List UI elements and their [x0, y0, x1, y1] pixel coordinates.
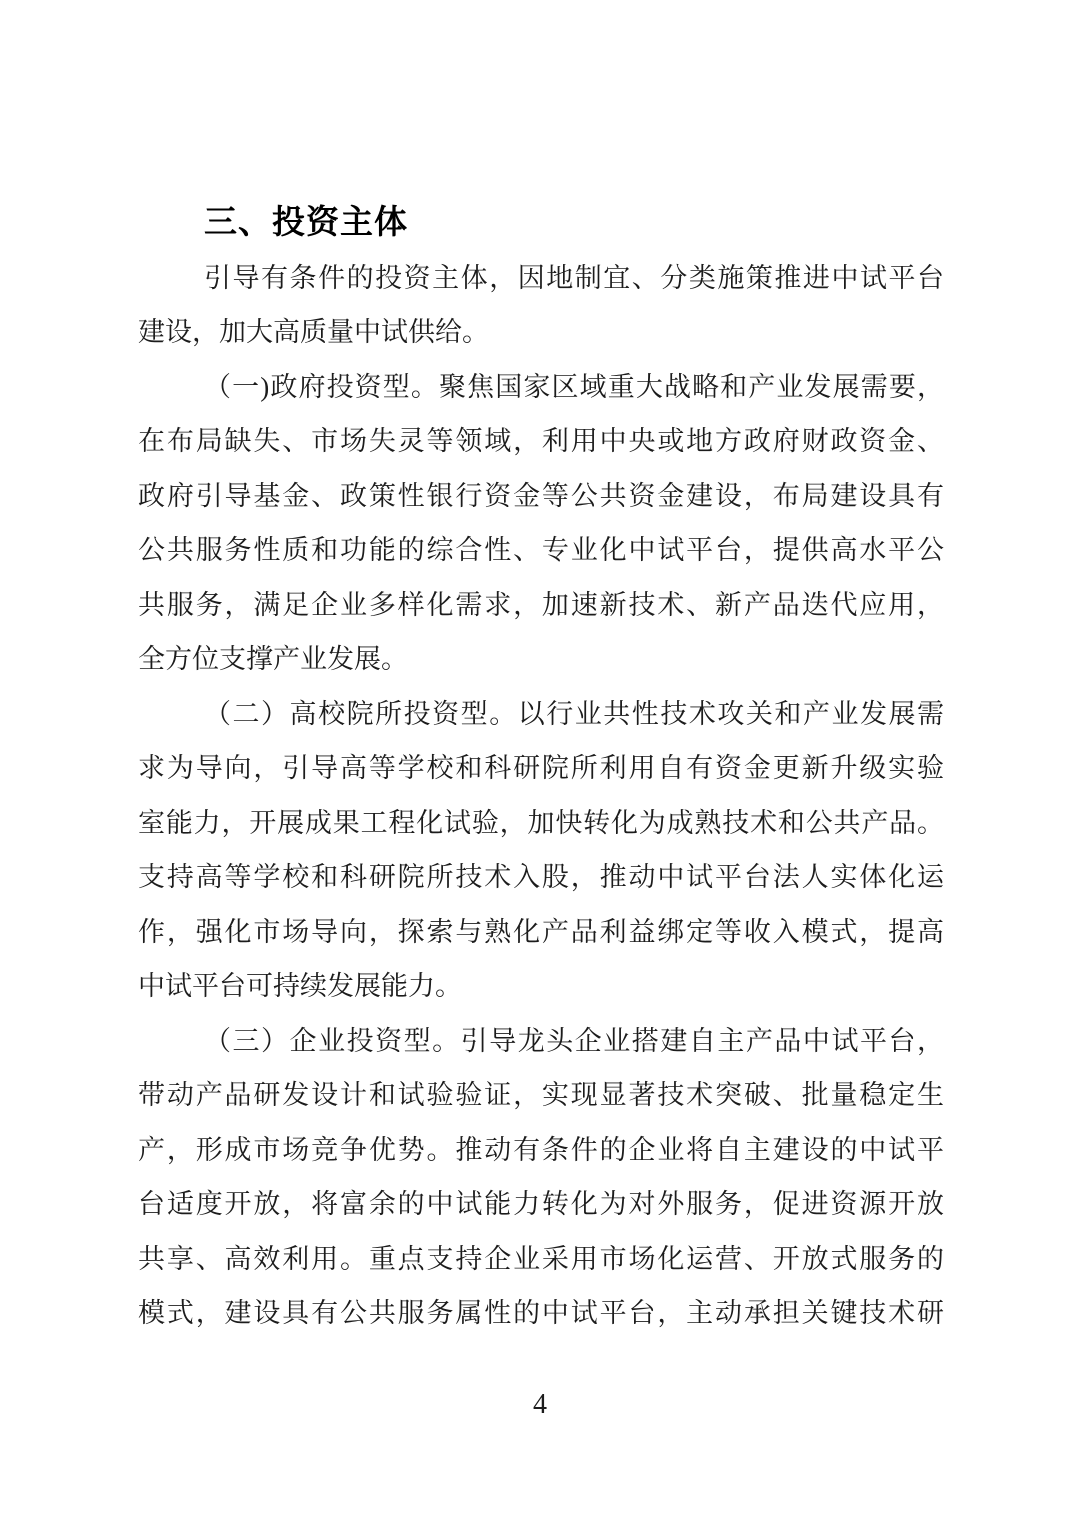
text-line: 求为导向，引导高等学校和科研院所利用自有资金更新升级实验 — [138, 753, 944, 783]
text-line: 共服务，满足企业多样化需求，加速新技术、新产品迭代应用， — [138, 589, 944, 620]
text-line: 在布局缺失、市场失灵等领域，利用中央或地方政府财政资金、 — [138, 426, 944, 456]
text-line: （三）企业投资型。引导龙头企业搭建自主产品中试平台， — [204, 1025, 944, 1056]
text-line: 产，形成市场竞争优势。推动有条件的企业将自主建设的中试平 — [138, 1134, 944, 1165]
section-heading: 三、投资主体 — [204, 205, 408, 241]
text-line: 全方位支撑产业发展。 — [138, 644, 408, 674]
document-page — [138, 196, 944, 1341]
text-line: 引导有条件的投资主体，因地制宜、分类施策推进中试平台 — [204, 262, 944, 293]
text-line: 公共服务性质和功能的综合性、专业化中试平台，提供高水平公 — [138, 535, 944, 565]
text-line: 台适度开放，将富余的中试能力转化为对外服务，促进资源开放 — [138, 1189, 944, 1219]
text-line: 模式，建设具有公共服务属性的中试平台，主动承担关键技术研 — [138, 1298, 944, 1328]
text-line: 中试平台可持续发展能力。 — [138, 971, 462, 1001]
text-line: 建设，加大高质量中试供给。 — [138, 317, 489, 347]
text-line: 政府引导基金、政策性银行资金等公共资金建设，布局建设具有 — [138, 480, 944, 511]
text-line: 室能力，开展成果工程化试验，加快转化为成熟技术和公共产品。 — [138, 807, 944, 838]
text-line: 支持高等学校和科研院所技术入股，推动中试平台法人实体化运 — [138, 862, 944, 892]
text-line: （二）高校院所投资型。以行业共性技术攻关和产业发展需 — [204, 698, 944, 729]
text-line: 带动产品研发设计和试验验证，实现显著技术突破、批量稳定生 — [138, 1080, 944, 1110]
text-line: 共享、高效利用。重点支持企业采用市场化运营、开放式服务的 — [138, 1243, 944, 1274]
text-line: 作，强化市场导向，探索与熟化产品利益绑定等收入模式，提高 — [138, 916, 944, 947]
page-number: 4 — [533, 1389, 547, 1420]
text-line: （一)政府投资型。聚焦国家区域重大战略和产业发展需要， — [204, 371, 944, 402]
